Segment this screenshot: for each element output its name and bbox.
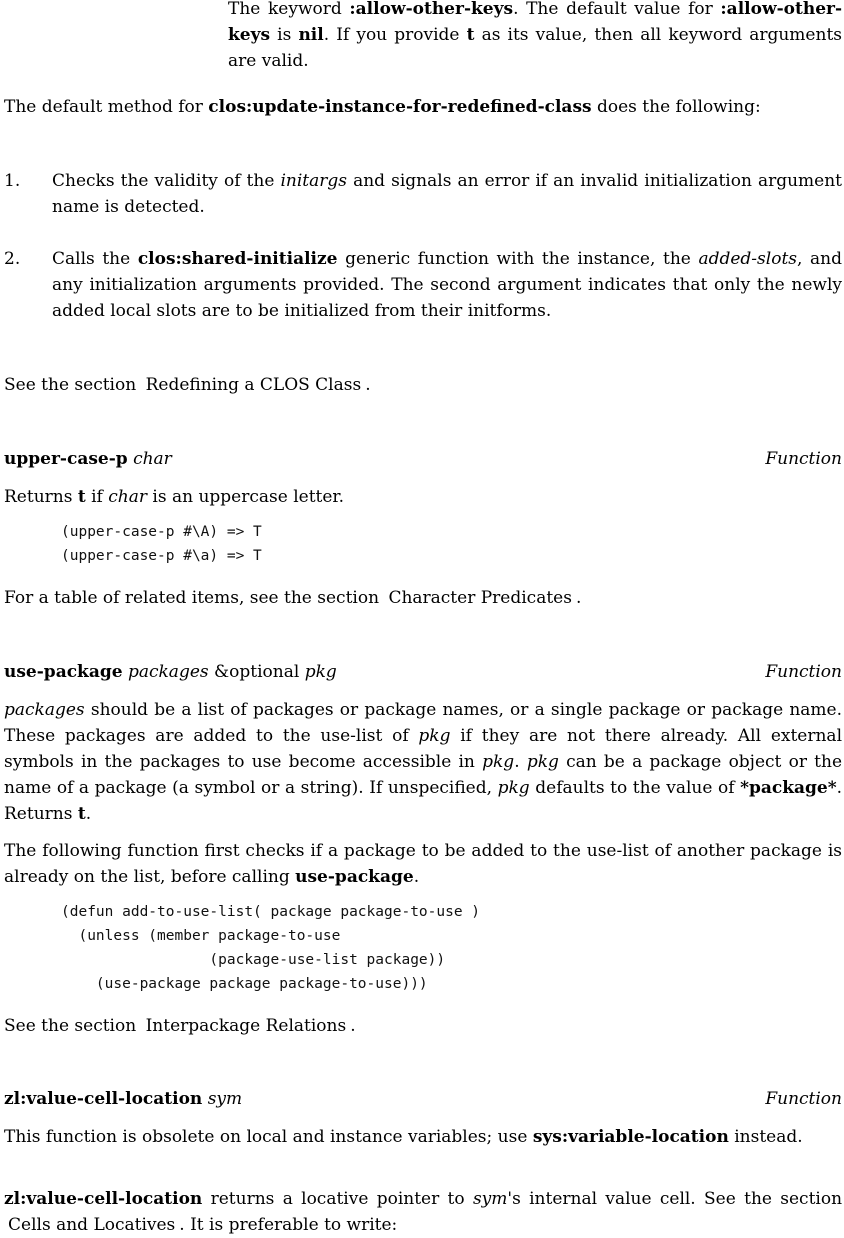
text-segment: . The default value for: [513, 0, 713, 19]
text-segment: defaults to the value of: [535, 778, 735, 798]
text-segment: .: [413, 867, 420, 887]
text-segment: For a table of related items, see the section: [4, 588, 380, 608]
text-segment: Calls the: [52, 249, 131, 269]
function-name: clos:shared-initialize: [137, 249, 338, 269]
see-also-line: [4, 585, 842, 611]
entry-description-2: [4, 838, 842, 890]
argument-name: pkg: [526, 752, 559, 772]
entry-kind: Function: [765, 662, 842, 682]
entry-args: packages: [127, 662, 209, 682]
allow-other-keys-paragraph: [228, 0, 842, 74]
argument-name: added-slots: [698, 249, 798, 269]
entry-description: [4, 484, 842, 510]
argument-name: pkg: [482, 752, 515, 772]
entry-signature: [4, 659, 337, 685]
argument-name: pkg: [418, 726, 451, 746]
entry-name: use-package: [4, 662, 123, 682]
list-number: 1.: [4, 171, 21, 191]
text-segment: is an uppercase letter.: [152, 487, 345, 507]
text-segment: .: [365, 375, 371, 395]
entry-signature: [4, 446, 172, 472]
text-segment: does the following:: [597, 97, 761, 117]
text-segment: The keyword: [228, 0, 342, 19]
keyword-t: t: [77, 804, 86, 824]
text-segment: .: [575, 588, 582, 608]
text-segment: .: [514, 752, 520, 772]
text-segment: if they are not there already. All external symbols in the packages to use become accessible in: [4, 726, 843, 772]
entry-header-upper-case-p: [4, 446, 842, 472]
entry-description: [4, 697, 842, 827]
text-segment: See the section: [4, 1016, 137, 1036]
text-segment: returns a locative pointer to: [210, 1189, 465, 1209]
text-segment: . It is preferable to write:: [179, 1215, 398, 1235]
text-segment: See the section: [4, 375, 137, 395]
list-number: 2.: [4, 249, 21, 269]
section-reference-link[interactable]: Interpackage Relations: [145, 1016, 347, 1036]
keyword-nil: nil: [298, 25, 324, 45]
keyword-t: t: [466, 25, 475, 45]
function-name: zl:value-cell-location: [4, 1189, 203, 1209]
update-instance-intro: [4, 94, 842, 120]
entry-header-value-cell-location: [4, 1086, 842, 1112]
argument-name: char: [108, 487, 147, 507]
section-reference-link[interactable]: Redefining a CLOS Class: [145, 375, 362, 395]
entry-name: zl:value-cell-location: [4, 1089, 203, 1109]
keyword-allow-other-keys: :allow-other-keys: [228, 0, 843, 45]
function-name: use-package: [295, 867, 414, 887]
text-segment: if: [91, 487, 103, 507]
text-segment: Checks the validity of the: [52, 171, 275, 191]
argument-name: pkg: [497, 778, 530, 798]
text-segment: .: [350, 1016, 356, 1036]
text-segment: is: [277, 25, 292, 45]
section-reference-link[interactable]: Cells and Locatives: [8, 1215, 176, 1235]
keyword-allow-other-keys: :allow-other-keys: [349, 0, 514, 19]
entry-header-use-package: [4, 659, 842, 685]
text-segment: The following function first checks if a package to be added to the use-list of another package is already on the list, before calling: [4, 841, 842, 887]
entry-description: [4, 1124, 842, 1150]
entry-args: char: [133, 449, 172, 469]
code-example: (defun add-to-use-list( package package-to-use ) (unless (member package-to-use (package-use-list package)) (use-package package package-to-use))): [61, 904, 481, 992]
section-reference-link[interactable]: Character Predicates: [388, 588, 572, 608]
text-segment: generic function with the instance, the: [345, 249, 691, 269]
list-item: [52, 246, 842, 324]
function-name: sys:variable-location: [532, 1127, 729, 1147]
entry-args: sym: [207, 1089, 243, 1109]
text-segment: 's internal value cell. See the section: [507, 1189, 843, 1209]
text-segment: as its value, then all keyword arguments are valid.: [228, 25, 842, 71]
function-name: clos:update-instance-for-redefined-class: [208, 97, 592, 117]
text-segment: This function is obsolete on local and instance variables; use: [4, 1127, 528, 1147]
entry-description-2: [4, 1186, 842, 1238]
code-example: (upper-case-p #\A) => T (upper-case-p #\a) => T: [61, 524, 262, 564]
entry-kind: Function: [765, 449, 842, 469]
text-segment: The default method for: [4, 97, 203, 117]
text-segment: instead.: [734, 1127, 803, 1147]
text-segment: Returns: [4, 487, 73, 507]
entry-name: upper-case-p: [4, 449, 128, 469]
entry-signature: [4, 1086, 242, 1112]
text-segment: .: [85, 804, 92, 824]
keyword-t: t: [77, 487, 86, 507]
text-segment: . If you provide: [323, 25, 460, 45]
text-segment: can be a package object or the name of a package (a symbol or a string). If unspecified,: [4, 752, 843, 798]
text-segment: and signals an error if an invalid initialization argument name is detected.: [52, 171, 843, 217]
text-segment: should be a list of packages or package names, or a single package or package name. These packages are added to the use-list of: [4, 700, 842, 746]
lambda-keyword: &optional: [214, 662, 300, 682]
text-segment: . Returns: [4, 778, 843, 824]
text-segment: , and any initialization arguments provided. The second argument indicates that only the newly added local slots are to be initialized from their initforms.: [52, 249, 843, 321]
list-item: [52, 168, 842, 220]
variable-name: *package*: [740, 778, 837, 798]
argument-name: initargs: [280, 171, 348, 191]
entry-args: pkg: [304, 662, 337, 682]
entry-kind: Function: [765, 1089, 842, 1109]
see-also-line: [4, 1013, 842, 1039]
argument-name: sym: [472, 1189, 508, 1209]
see-also-line: [4, 372, 842, 398]
argument-name: packages: [4, 700, 85, 720]
